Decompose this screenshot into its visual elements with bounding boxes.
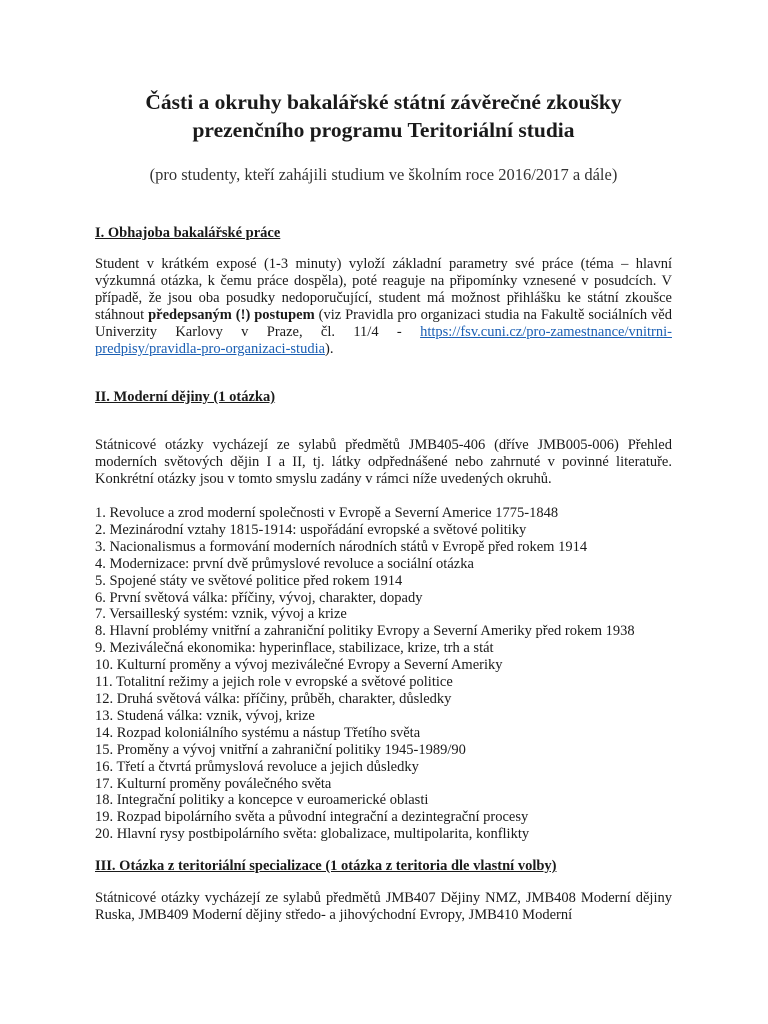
section-1-closing: ). [325,341,334,357]
section-2-intro: Státnicové otázky vycházejí ze sylabů předmětů JMB405-406 (dříve JMB005-006) Přehled moderních světových dějin I a II, tj. látky odpřednášené nebo zahrnuté v povinné literatuře. Konkrétní otázky jsou v tomto smyslu zadány v rámci níže uvedených okruhů. [95,437,672,487]
list-item: 1. Revoluce a zrod moderní společnosti v Evropě a Severní Americe 1775-1848 [95,505,559,521]
list-item: 5. Spojené státy ve světové politice před rokem 1914 [95,572,403,589]
section-3-heading: III. Otázka z teritoriální specializace (1 otázka z teritoria dle vlastní volby) [95,858,557,875]
document-subtitle: (pro studenty, kteří zahájili studium ve školním roce 2016/2017 a dále) [149,165,618,184]
list-item: 6. První světová válka: příčiny, vývoj, charakter, dopady [95,589,423,606]
section-2-heading: II. Moderní dějiny (1 otázka) [95,389,276,405]
list-item: 12. Druhá světová válka: příčiny, průběh, charakter, důsledky [95,690,452,707]
document-title [95,88,672,144]
section-1-paragraph [95,256,672,358]
document-page [95,88,672,924]
list-item: 20. Hlavní rysy postbipolárního světa: globalizace, multipolarita, konflikty [95,826,530,843]
list-item: 18. Integrační politiky a koncepce v euroamerické oblasti [95,792,429,809]
section-1-text-continued: (viz Pravidla pro organizaci studia na Fakultě sociálních věd Univerzity Karlovy v Praze, čl. 11/4 - [95,307,672,340]
list-item: 15. Proměny a vývoj vnitřní a zahraniční politiky 1945-1989/90 [95,741,466,758]
section-1-heading: I. Obhajoba bakalářské práce [95,225,281,241]
title-line-1: Části a okruhy bakalářské státní závěrečné zkoušky [145,90,622,114]
list-item: 4. Modernizace: první dvě průmyslové revoluce a sociální otázka [95,555,474,572]
list-item: 16. Třetí a čtvrtá průmyslová revoluce a jejich důsledky [95,758,419,775]
section-3-intro: Státnicové otázky vycházejí ze sylabů předmětů JMB407 Dějiny NMZ, JMB408 Moderní dějiny Ruska, JMB409 Moderní dějiny středo- a jihovýchodní Evropy, JMB410 Moderní [95,890,672,924]
list-item: 3. Nacionalismus a formování moderních národních států v Evropě před rokem 1914 [95,538,588,555]
list-item: 19. Rozpad bipolárního světa a původní integrační a dezintegrační procesy [95,809,529,826]
list-item: 11. Totalitní režimy a jejich role v evropské a světové politice [95,674,453,691]
list-item: 9. Meziválečná ekonomika: hyperinflace, stabilizace, krize, trh a stát [95,640,494,657]
list-item: 17. Kulturní proměny poválečného světa [95,775,332,792]
topics-list [95,505,672,843]
rules-link[interactable]: https://fsv.cuni.cz/pro-zamestnance/vnitrni-predpisy/pravidla-pro-organizaci-studia [95,324,672,357]
list-item: 14. Rozpad koloniálního systému a nástup Třetího světa [95,724,421,741]
list-item: 7. Versailleský systém: vznik, vývoj a krize [95,606,347,623]
list-item: 13. Studená válka: vznik, vývoj, krize [95,707,315,724]
section-1-text: Student v krátkém exposé (1-3 minuty) vyloží základní parametry své práce (téma – hlavní výzkumná otázka, k čemu práce dospěla), poté reaguje na připomínky vznesené v posudcích. V případě, že jsou oba posudky nedoporučující, student má možnost přihlášku ke státní zkoušce stáhnout [95,256,672,323]
list-item: 10. Kulturní proměny a vývoj meziválečné Evropy a Severní Ameriky [95,657,503,674]
section-1-bold-text: předepsaným (!) postupem [148,307,315,323]
title-line-2: prezenčního programu Teritoriální studia [192,118,575,142]
list-item: 8. Hlavní problémy vnitřní a zahraniční politiky Evropy a Severní Ameriky před rokem 1938 [95,623,635,640]
list-item: 2. Mezinárodní vztahy 1815-1914: uspořádání evropské a světové politiky [95,521,527,538]
